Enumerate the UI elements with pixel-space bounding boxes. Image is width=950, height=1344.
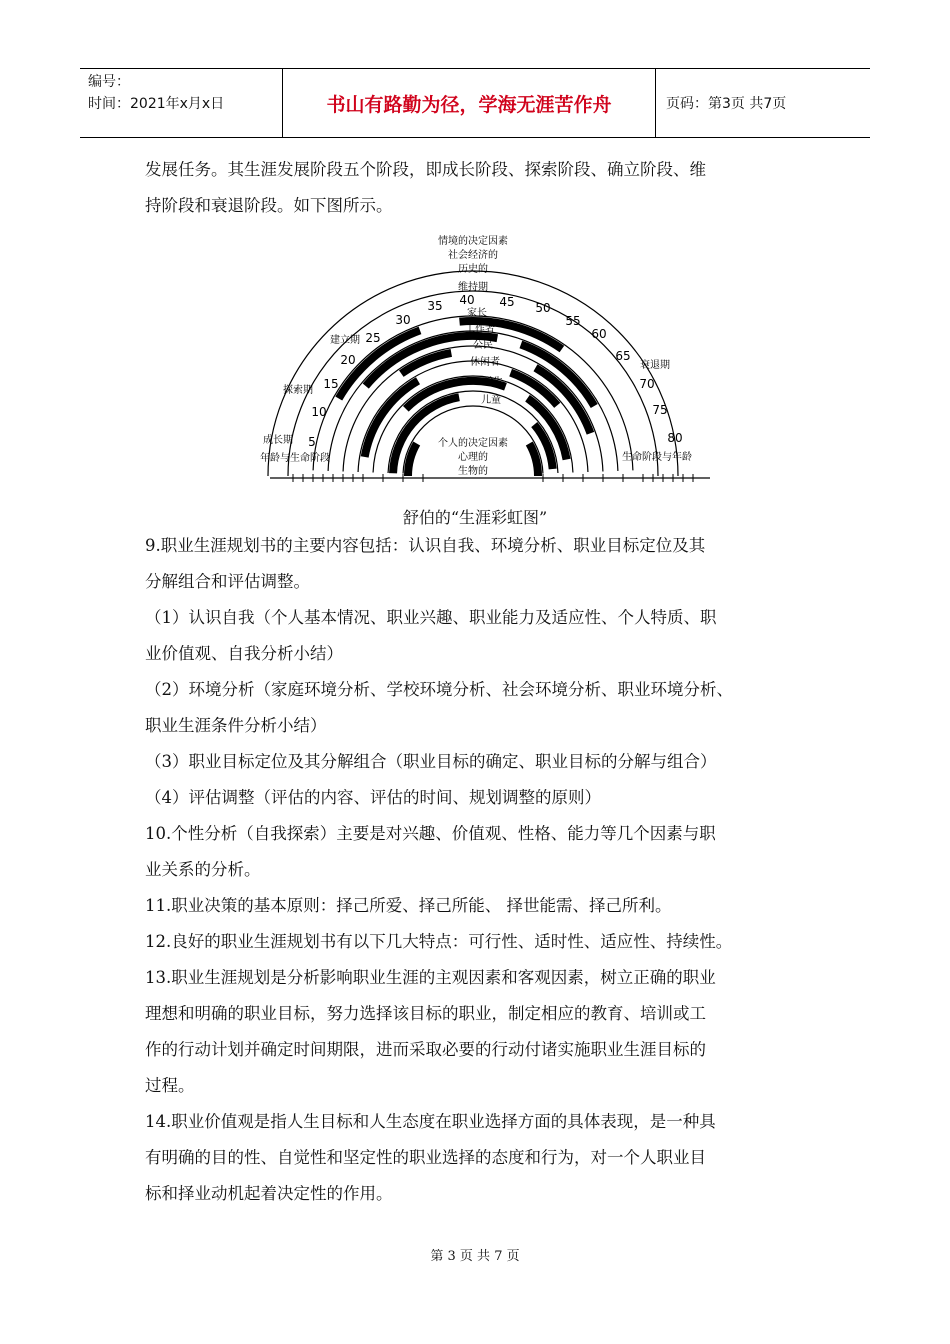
text-line: 12.良好的职业生涯规划书有以下几大特点：可行性、适时性、适应性、持续性。 <box>145 932 733 951</box>
role-label: 家长 <box>467 308 487 319</box>
stage-label: 探索期 <box>283 385 313 396</box>
top-label: 社会经济的 <box>448 250 498 261</box>
figure-caption: 舒伯的“生涯彩虹图” <box>402 508 548 527</box>
header-motto: 书山有路勤为径，学海无涯苦作舟 <box>282 69 656 137</box>
text-line: （4）评估调整（评估的内容、评估的时间、规划调整的原则） <box>145 788 601 807</box>
age-label: 55 <box>565 314 581 328</box>
intro-text <box>145 152 825 224</box>
text-line: 9.职业生涯规划书的主要内容包括：认识自我、环境分析、职业目标定位及其 <box>145 536 706 555</box>
age-label: 10 <box>311 405 327 419</box>
role-band-segment <box>536 368 591 434</box>
age-label: 40 <box>459 293 475 307</box>
age-label: 70 <box>639 377 655 391</box>
axis-label: 年龄与生命阶段 <box>260 453 330 464</box>
text-line: 有明确的目的性、自觉性和坚定性的职业选择的态度和行为，对一个人职业目 <box>145 1148 706 1167</box>
age-label: 5 <box>308 435 316 449</box>
page-header <box>80 68 870 138</box>
bottom-label: 个人的决定因素 <box>438 438 508 449</box>
age-label: 60 <box>591 327 607 341</box>
page-footer: 第 3 页 共 7 页 <box>430 1249 520 1264</box>
text-line: 13.职业生涯规划是分析影响职业生涯的主观因素和客观因素，树立正确的职业 <box>145 968 716 987</box>
text-line: 作的行动计划并确定时间期限，进而采取必要的行动付诸实施职业生涯目标的 <box>145 1040 706 1059</box>
age-label: 30 <box>395 313 411 327</box>
text-line: 14.职业价值观是指人生目标和人生态度在职业选择方面的具体表现，是一种具 <box>145 1112 716 1131</box>
text-line: 业关系的分析。 <box>145 860 261 879</box>
role-label: 公民 <box>473 340 493 351</box>
role-band-segment <box>393 397 459 473</box>
age-label: 20 <box>340 353 356 367</box>
role-label: 学生 <box>483 377 503 388</box>
header-meta <box>80 69 282 137</box>
header-page-label: 页码：第3页 共7页 <box>666 96 787 112</box>
text-line: （1）认识自我（个人基本情况、职业兴趣、职业能力及适应性、个人特质、职 <box>145 608 717 627</box>
axis-label: 生命阶段与年龄 <box>622 452 692 463</box>
intro-line: 发展任务。其生涯发展阶段五个阶段，即成长阶段、探索阶段、确立阶段、维 <box>145 160 706 179</box>
stage-label: 成长期 <box>263 435 293 446</box>
age-label: 35 <box>427 299 443 313</box>
age-label: 75 <box>652 403 668 417</box>
career-rainbow-figure <box>255 228 725 493</box>
role-band-segment <box>529 444 538 477</box>
number-label: 编号： <box>88 74 130 90</box>
age-label: 45 <box>499 295 515 309</box>
text-line: （3）职业目标定位及其分解组合（职业目标的确定、职业目标的分解与组合） <box>145 752 717 771</box>
role-label: 休闲者 <box>470 357 500 368</box>
text-line: 过程。 <box>145 1076 195 1095</box>
text-line: 业价值观、自我分析小结） <box>145 644 343 663</box>
intro-line: 持阶段和衰退阶段。如下图所示。 <box>145 196 393 215</box>
top-label: 情境的决定因素 <box>438 236 508 247</box>
age-label: 80 <box>667 431 683 445</box>
text-line: 11.职业决策的基本原则：择己所爱、择己所能、 择世能需、择己所利。 <box>145 896 672 915</box>
date-label: 时间：2021年x月x日 <box>88 96 225 112</box>
text-line: （2）环境分析（家庭环境分析、学校环境分析、社会环境分析、职业环境分析、 <box>145 680 733 699</box>
age-label: 15 <box>323 377 339 391</box>
age-label: 25 <box>365 331 381 345</box>
bottom-label: 心理的 <box>458 452 488 463</box>
age-label: 65 <box>615 349 631 363</box>
role-label: 儿童 <box>481 395 501 406</box>
role-label: 工作者 <box>465 324 495 335</box>
age-label: 50 <box>535 301 551 315</box>
main-text <box>145 528 825 1212</box>
bottom-label: 生物的 <box>458 466 488 477</box>
stage-label: 建立期 <box>330 335 360 346</box>
top-label: 历史的 <box>458 264 488 275</box>
stage-label: 维持期 <box>458 282 488 293</box>
role-band-segment <box>408 444 417 477</box>
text-line: 理想和明确的职业目标，努力选择该目标的职业，制定相应的教育、培训或工 <box>145 1004 706 1023</box>
text-line: 10.个性分析（自我探索）主要是对兴趣、价值观、性格、能力等几个因素与职 <box>145 824 716 843</box>
stage-label: 衰退期 <box>640 360 670 371</box>
text-line: 职业生涯条件分析小结） <box>145 716 327 735</box>
text-line: 标和择业动机起着决定性的作用。 <box>145 1184 393 1203</box>
text-line: 分解组合和评估调整。 <box>145 572 310 591</box>
